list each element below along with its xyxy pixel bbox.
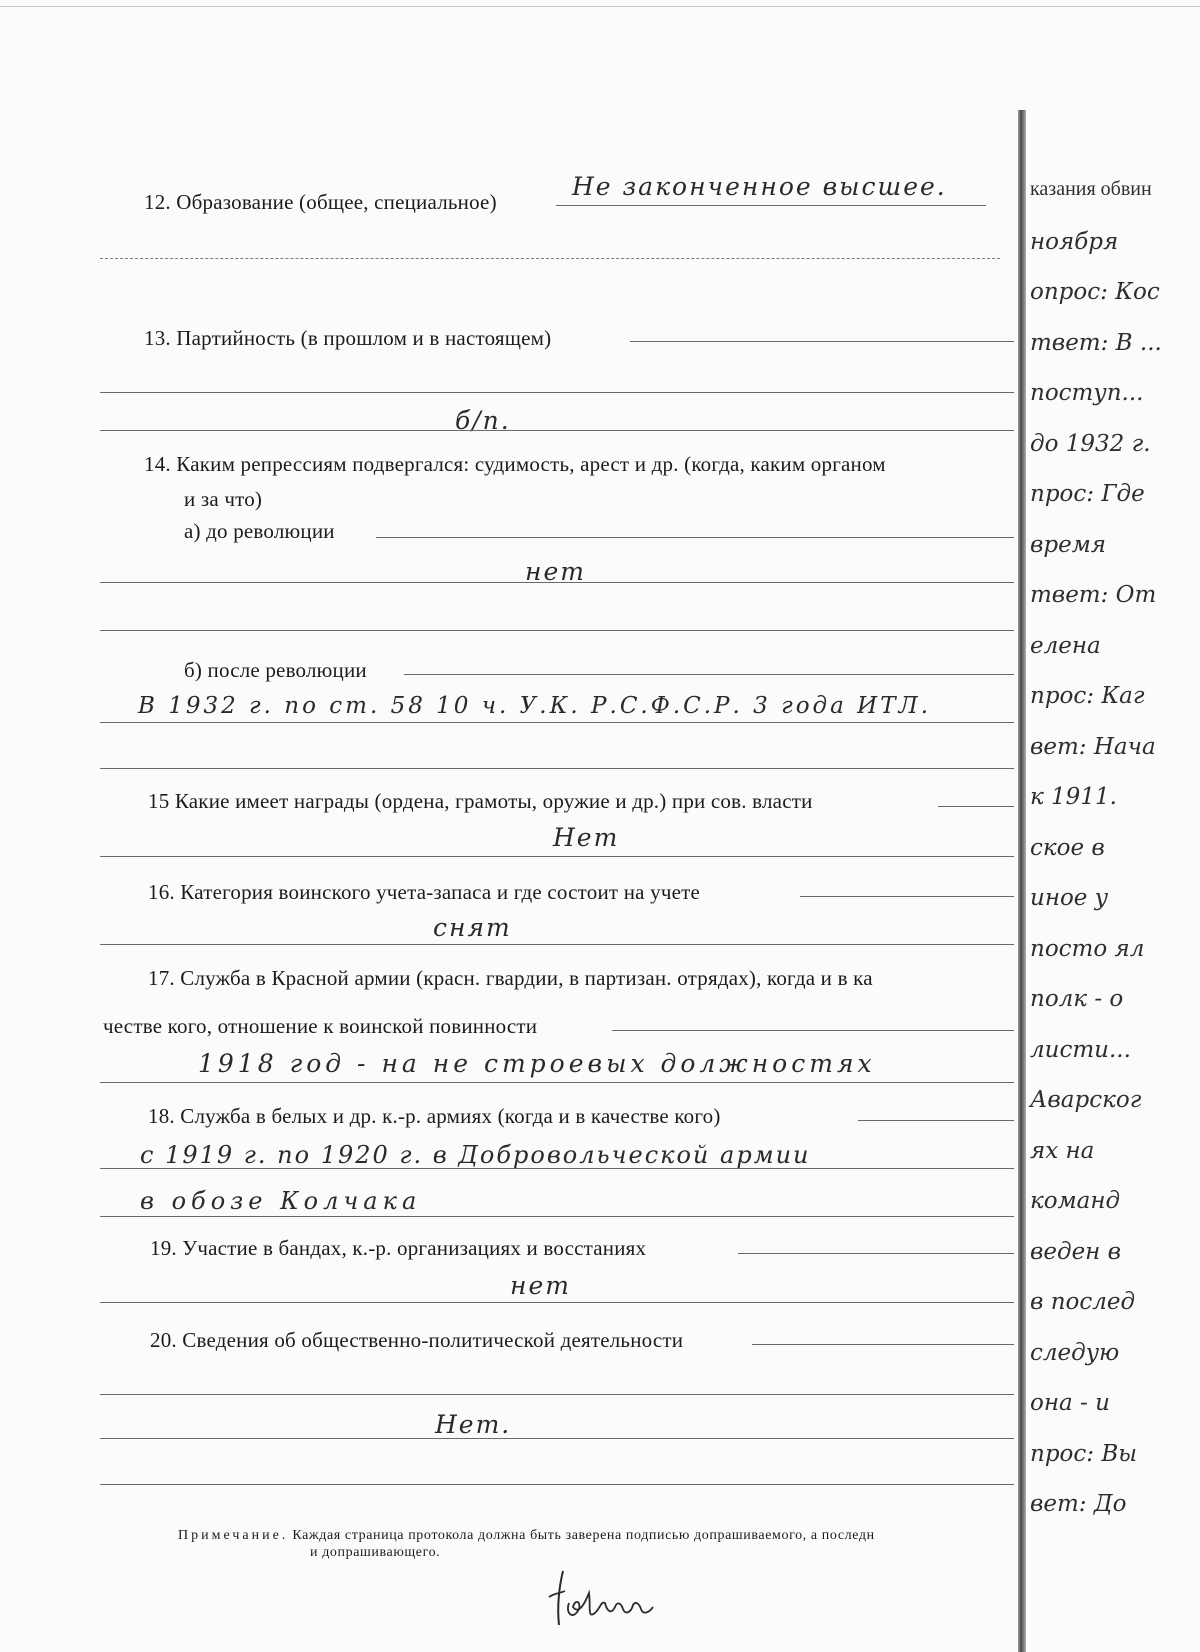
- q18-rule: [858, 1120, 1014, 1121]
- q17-label-2: честве кого, отношение к воинской повинности: [103, 1014, 538, 1038]
- page-top-edge: [0, 6, 1200, 7]
- footnote-line-2: и допрашивающего.: [310, 1545, 441, 1560]
- q16-rule: [800, 896, 1014, 897]
- q18-answer-2: в обозе Колчака: [140, 1187, 422, 1215]
- footnote: [178, 1527, 875, 1561]
- q12-label: 12. Образование (общее, специальное): [144, 190, 497, 214]
- margin-fragment: ноября: [1030, 228, 1119, 255]
- q18-rule-3: [100, 1216, 1014, 1217]
- q15-rule-2: [100, 856, 1014, 857]
- q12-answer: Не законченное высшее.: [572, 172, 947, 201]
- q18-answer-1: с 1919 г. по 1920 г. в Добровольческой армии: [140, 1141, 811, 1169]
- margin-fragment: веден в: [1030, 1238, 1122, 1265]
- q18-rule-2: [100, 1168, 1014, 1169]
- q14b-rule: [404, 674, 1014, 675]
- margin-fragment: прос: Каг: [1030, 683, 1145, 709]
- margin-fragment: команд: [1030, 1188, 1121, 1214]
- q14-label-1: 14. Каким репрессиям подвергался: судимость, арест и др. (когда, каким органом: [144, 452, 886, 476]
- margin-fragment: к 1911.: [1030, 784, 1117, 810]
- margin-fragment: следую: [1030, 1339, 1120, 1366]
- q14a-rule-2: [100, 582, 1014, 583]
- q16-rule-2: [100, 944, 1014, 945]
- q14b-rule-3: [100, 768, 1014, 769]
- q14a-rule: [376, 537, 1014, 538]
- q12-rule: [556, 205, 986, 206]
- q16-answer: снят: [433, 913, 512, 942]
- margin-fragment: листи...: [1030, 1036, 1131, 1063]
- q14a-label: а) до революции: [184, 519, 335, 543]
- q18-label: 18. Служба в белых и др. к.-р. армиях (когда и в качестве кого): [148, 1104, 721, 1128]
- q17-rule-2: [100, 1082, 1014, 1083]
- q19-label: 19. Участие в бандах, к.-р. организациях и восстаниях: [150, 1236, 647, 1260]
- signature: [545, 1563, 665, 1633]
- q17-rule: [612, 1030, 1014, 1031]
- footnote-line-1: Каждая страница протокола должна быть заверена подписью допрашиваемого, а последн: [292, 1528, 875, 1543]
- q14b-answer: В 1932 г. по ст. 58 10 ч. У.К. Р.С.Ф.С.Р. 3 года ИТЛ.: [138, 693, 932, 719]
- q20-rule-2: [100, 1394, 1014, 1395]
- q14-label-2: и за что): [184, 487, 263, 511]
- q13-rule: [630, 341, 1014, 342]
- margin-fragment: иное у: [1030, 885, 1109, 911]
- q14b-rule-2: [100, 722, 1014, 723]
- q17-answer: 1918 год - на не строевых должностях: [198, 1049, 876, 1078]
- footnote-label: Примечание.: [178, 1528, 289, 1543]
- margin-fragment: ское в: [1030, 834, 1105, 861]
- q19-rule-2: [100, 1302, 1014, 1303]
- margin-fragment: поступ...: [1030, 380, 1144, 406]
- margin-fragment: твет: От: [1030, 582, 1157, 608]
- margin-fragment: в послед: [1030, 1289, 1136, 1315]
- margin-fragment: твет: В ...: [1030, 329, 1162, 356]
- adjacent-page-margin: [1028, 0, 1200, 1652]
- q20-rule-4: [100, 1484, 1014, 1485]
- q13-rule-2: [100, 392, 1014, 393]
- q13-answer: б/п.: [455, 406, 511, 435]
- q19-rule: [738, 1253, 1014, 1254]
- q14a-answer: нет: [525, 557, 586, 586]
- margin-fragment: до 1932 г.: [1030, 430, 1151, 457]
- margin-fragment: посто ял: [1030, 935, 1145, 962]
- q15-answer: Нет: [553, 823, 620, 852]
- margin-fragment: елена: [1030, 632, 1101, 659]
- q14a-rule-3: [100, 630, 1014, 631]
- q15-rule: [938, 806, 1014, 807]
- q20-rule-3: [100, 1438, 1014, 1439]
- margin-fragment: ях на: [1030, 1137, 1095, 1164]
- q20-rule: [752, 1344, 1014, 1345]
- margin-fragment: она - и: [1030, 1390, 1110, 1416]
- q20-answer: Нет.: [435, 1410, 512, 1439]
- q13-label: 13. Партийность (в прошлом и в настоящем): [144, 326, 552, 350]
- margin-fragment: прос: Вы: [1030, 1440, 1137, 1467]
- margin-fragment: полк - о: [1030, 986, 1124, 1012]
- margin-fragment: прос: Где: [1030, 481, 1145, 507]
- margin-fragment: время: [1030, 531, 1107, 558]
- margin-fragment: вет: Нача: [1030, 733, 1156, 760]
- margin-fragment: опрос: Кос: [1030, 279, 1160, 305]
- margin-fragment: вет: До: [1030, 1491, 1127, 1517]
- q15-label: 15 Какие имеет награды (ордена, грамоты, оружие и др.) при сов. власти: [148, 789, 813, 813]
- margin-fragment: казания обвин: [1030, 178, 1152, 200]
- q20-label: 20. Сведения об общественно-политической деятельности: [150, 1328, 684, 1352]
- q12-rule-2: [100, 258, 1000, 259]
- page-fold: [1018, 110, 1026, 1652]
- margin-fragment: Аварског: [1030, 1087, 1142, 1113]
- q17-label-1: 17. Служба в Красной армии (красн. гвардии, в партизан. отрядах), когда и в ка: [148, 966, 873, 990]
- q16-label: 16. Категория воинского учета-запаса и где состоит на учете: [148, 880, 700, 904]
- q14b-label: б) после революции: [184, 658, 367, 682]
- q13-rule-3: [100, 430, 1014, 431]
- q19-answer: нет: [510, 1271, 571, 1300]
